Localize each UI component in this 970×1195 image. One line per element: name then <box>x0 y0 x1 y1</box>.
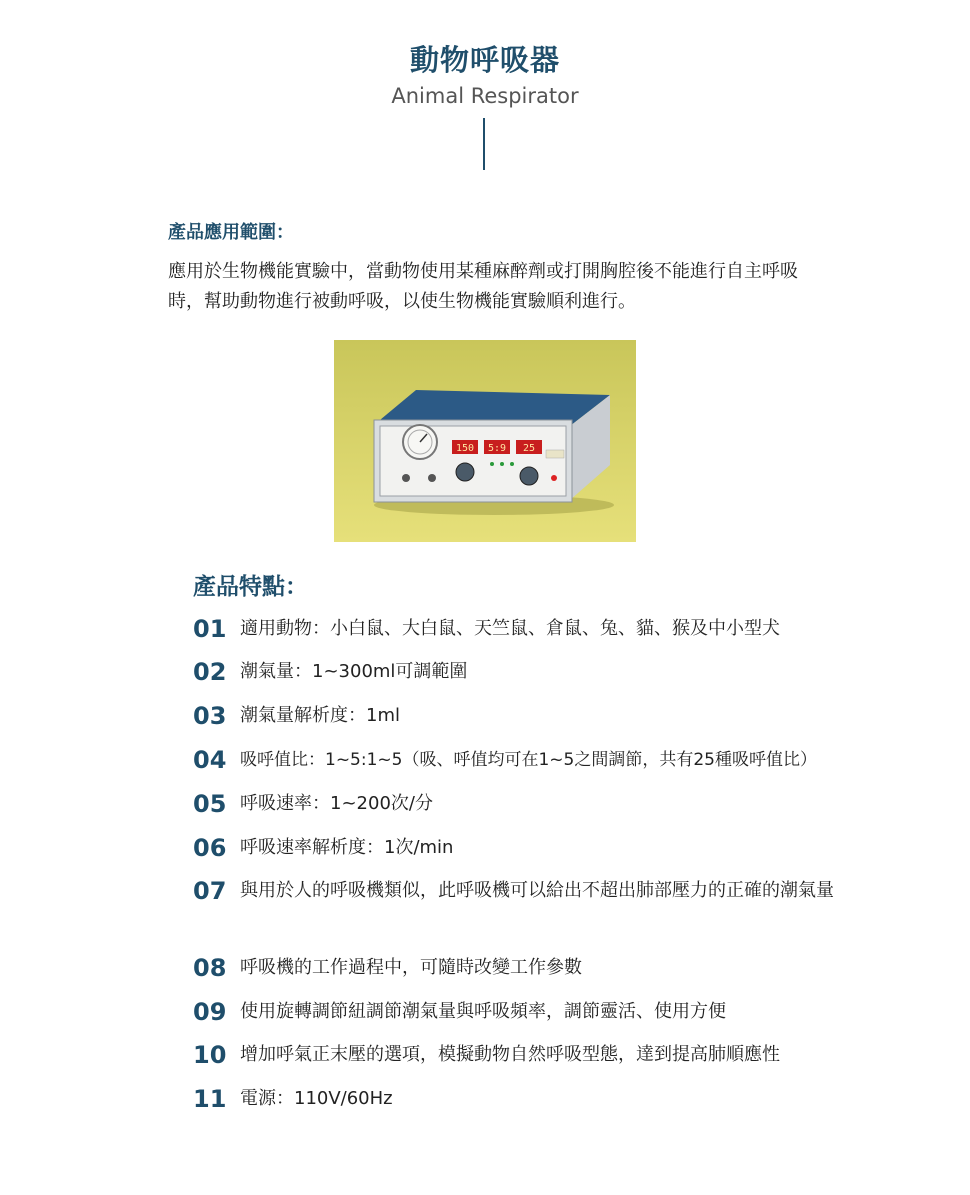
feature-item <box>193 953 913 983</box>
feature-item <box>193 1084 913 1114</box>
feature-item <box>193 657 913 687</box>
feature-number: 01 <box>193 615 227 643</box>
feature-text: 吸呼值比：1~5:1~5（吸、呼值均可在1~5之間調節，共有25種吸呼值比） <box>240 750 817 770</box>
feature-text: 呼吸機的工作過程中，可隨時改變工作參數 <box>240 957 582 978</box>
feature-number: 02 <box>193 658 227 686</box>
feature-number: 03 <box>193 702 227 730</box>
features-heading: 產品特點： <box>193 574 308 600</box>
scope-heading: 產品應用範圍： <box>168 222 294 243</box>
page-subtitle: Animal Respirator <box>391 84 579 108</box>
display-3: 25 <box>522 443 536 454</box>
page-title: 動物呼吸器 <box>409 43 560 77</box>
display-1: 150 <box>455 443 475 454</box>
scope-description: 應用於生物機能實驗中，當動物使用某種麻醉劑或打開胸腔後不能進行自主呼吸時，幫助動物進行被動呼吸，以使生物機能實驗順利進行。 <box>168 261 798 312</box>
feature-number: 05 <box>193 790 227 818</box>
feature-item <box>193 701 913 731</box>
feature-item <box>193 614 913 644</box>
feature-item <box>193 833 913 863</box>
feature-text: 電源：110V/60Hz <box>240 1088 393 1109</box>
feature-text: 呼吸速率：1~200次/分 <box>240 793 433 814</box>
feature-text: 增加呼氣正末壓的選項，模擬動物自然呼吸型態，達到提高肺順應性 <box>240 1044 780 1065</box>
title-divider <box>483 118 485 170</box>
feature-text: 潮氣量解析度：1ml <box>240 705 400 726</box>
feature-number: 08 <box>193 954 227 982</box>
feature-text: 使用旋轉調節紐調節潮氣量與呼吸頻率，調節靈活、使用方便 <box>240 1001 726 1022</box>
feature-number: 07 <box>193 877 227 905</box>
product-photo <box>334 340 636 542</box>
feature-number: 06 <box>193 834 227 862</box>
feature-text: 呼吸速率解析度：1次/min <box>240 837 454 858</box>
feature-number: 11 <box>193 1085 227 1113</box>
feature-text: 與用於人的呼吸機類似，此呼吸機可以給出不超出肺部壓力的正確的潮氣量 <box>240 880 834 901</box>
feature-item <box>193 876 913 906</box>
feature-item <box>193 1040 913 1070</box>
feature-number: 10 <box>193 1041 227 1069</box>
display-2: 5:9 <box>487 443 507 454</box>
feature-item <box>193 997 913 1027</box>
feature-item <box>193 745 913 775</box>
feature-text: 適用動物：小白鼠、大白鼠、天竺鼠、倉鼠、兔、貓、猴及中小型犬 <box>240 618 780 639</box>
feature-text: 潮氣量：1~300ml可調範圍 <box>240 661 468 682</box>
feature-number: 04 <box>193 746 227 774</box>
feature-number: 09 <box>193 998 227 1026</box>
feature-item <box>193 789 913 819</box>
